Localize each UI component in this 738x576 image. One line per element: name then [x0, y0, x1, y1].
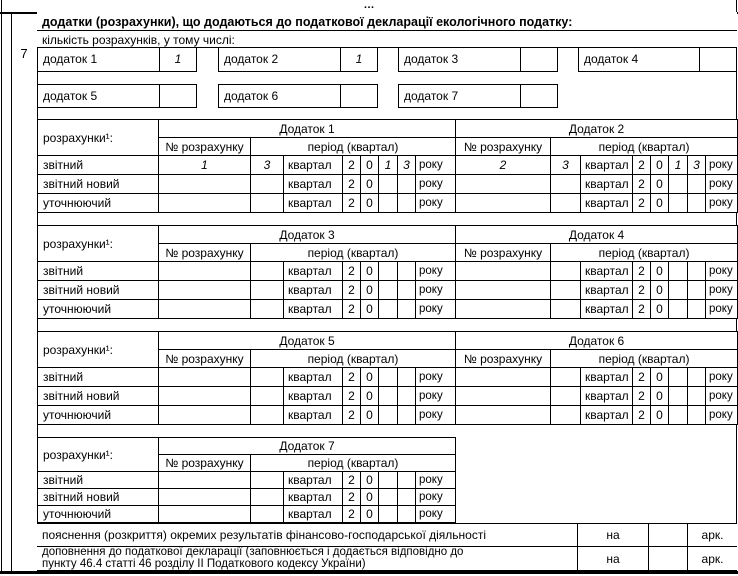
calc-no-cell[interactable]: 1 [159, 156, 251, 175]
quarter-no-cell[interactable]: 3 [251, 156, 284, 175]
year-digit-cell[interactable] [398, 387, 416, 406]
quarter-word: квартал [284, 489, 343, 506]
calc-no-cell[interactable] [159, 300, 251, 319]
calc-no-cell[interactable] [456, 387, 551, 406]
year-word: року [706, 194, 738, 213]
quarter-word: квартал [581, 175, 633, 194]
calc-no-header: № розрахунку [456, 350, 551, 368]
year-digit-cell: 0 [651, 281, 669, 300]
appendix-count-box-3 [398, 48, 558, 72]
year-digit-cell: 0 [361, 156, 379, 175]
year-digit-cell[interactable] [669, 368, 688, 387]
year-digit-cell: 2 [343, 281, 361, 300]
border-line [1, 0, 2, 574]
appendix-count-value[interactable] [159, 85, 196, 107]
appendix-count-box-7 [398, 84, 558, 108]
year-word: року [706, 156, 738, 175]
sheets-label: арк. [687, 547, 737, 570]
sheets-count-cell[interactable] [648, 524, 687, 546]
year-word: року [706, 262, 738, 281]
calc-no-cell[interactable] [159, 472, 251, 489]
quarter-no-cell[interactable]: 3 [551, 156, 581, 175]
year-digit-cell: 2 [343, 156, 361, 175]
calc-table-appendix-3-4 [37, 225, 738, 319]
year-digit-cell: 0 [651, 406, 669, 425]
quarter-word: квартал [581, 281, 633, 300]
quarter-no-cell[interactable] [251, 262, 284, 281]
quarter-word: квартал [284, 194, 343, 213]
year-digit-cell[interactable]: 1 [669, 156, 688, 175]
calc-no-cell[interactable] [456, 406, 551, 425]
year-digit-cell[interactable] [379, 489, 398, 506]
year-digit-cell[interactable] [688, 194, 706, 213]
quarter-word: квартал [284, 406, 343, 425]
year-digit-cell[interactable] [398, 194, 416, 213]
calc-no-cell[interactable] [159, 489, 251, 506]
quarter-no-cell[interactable] [251, 281, 284, 300]
appendix-title: Додаток 7 [159, 438, 456, 455]
year-digit-cell: 2 [343, 387, 361, 406]
calc-no-cell[interactable] [456, 194, 551, 213]
row-label-header: розрахунки¹: [38, 226, 159, 262]
row-label: звітний [38, 472, 159, 489]
calc-no-cell[interactable] [159, 406, 251, 425]
appendix-count-label: додаток 4 [584, 52, 639, 66]
year-digit-cell: 2 [633, 175, 651, 194]
quarter-no-cell[interactable] [551, 368, 581, 387]
year-digit-cell[interactable] [688, 406, 706, 425]
appendix-count-label: додаток 3 [404, 52, 459, 66]
quarter-no-cell[interactable] [551, 262, 581, 281]
year-word: року [416, 156, 456, 175]
year-digit-cell: 0 [361, 368, 379, 387]
year-digit-cell[interactable] [398, 175, 416, 194]
year-digit-cell: 2 [343, 506, 361, 523]
year-digit-cell: 0 [361, 175, 379, 194]
year-digit-cell: 0 [361, 281, 379, 300]
section-title: додатки (розрахунки), що додаються до податкової декларації екологічного податку: [37, 12, 737, 31]
appendix-count-value[interactable]: 1 [159, 48, 196, 71]
period-header: період (квартал) [251, 138, 456, 156]
calc-no-cell[interactable] [456, 368, 551, 387]
quarter-word: квартал [581, 262, 633, 281]
year-word: року [706, 300, 738, 319]
year-digit-cell[interactable] [398, 489, 416, 506]
year-digit-cell: 2 [633, 194, 651, 213]
quarter-word: квартал [284, 387, 343, 406]
row-label: звітний [38, 156, 159, 175]
year-digit-cell[interactable] [398, 472, 416, 489]
year-digit-cell: 2 [633, 368, 651, 387]
year-digit-cell: 0 [651, 156, 669, 175]
period-header: період (квартал) [551, 138, 738, 156]
year-digit-cell[interactable] [379, 194, 398, 213]
year-word: року [706, 406, 738, 425]
year-word: року [416, 406, 456, 425]
year-digit-cell[interactable] [688, 175, 706, 194]
year-word: року [416, 506, 456, 523]
calc-table-appendix-5-6 [37, 331, 738, 425]
appendix-count-label: додаток 7 [404, 89, 459, 103]
appendix-title: Додаток 1 [159, 120, 456, 138]
quarter-word: квартал [581, 156, 633, 175]
year-digit-cell[interactable] [669, 194, 688, 213]
row-label-header: розрахунки¹: [38, 332, 159, 368]
year-digit-cell: 0 [651, 387, 669, 406]
quarter-no-cell[interactable] [251, 406, 284, 425]
footer-row-text: пояснення (розкриття) окремих результатів фінансово-господарської діяльності [42, 528, 487, 542]
quarter-word: квартал [284, 262, 343, 281]
year-digit-cell[interactable] [379, 300, 398, 319]
quarter-no-cell[interactable] [551, 406, 581, 425]
quarter-no-cell[interactable] [251, 175, 284, 194]
year-digit-cell[interactable] [379, 281, 398, 300]
footer-row-explanations [37, 523, 737, 547]
year-digit-cell: 0 [361, 472, 379, 489]
period-header: період (квартал) [551, 350, 738, 368]
quarter-no-cell[interactable] [251, 472, 284, 489]
year-digit-cell: 2 [633, 387, 651, 406]
year-digit-cell: 2 [633, 300, 651, 319]
row-label-header: розрахунки¹: [38, 438, 159, 472]
year-digit-cell: 0 [361, 300, 379, 319]
sheets-label: арк. [687, 524, 737, 546]
quarter-no-cell[interactable] [251, 194, 284, 213]
calc-no-cell[interactable] [159, 194, 251, 213]
appendix-count-value[interactable] [699, 48, 736, 71]
appendix-title: Додаток 5 [159, 332, 456, 350]
appendix-title: Додаток 2 [456, 120, 738, 138]
year-digit-cell: 0 [361, 387, 379, 406]
appendix-title: Додаток 4 [456, 226, 738, 244]
year-word: року [416, 175, 456, 194]
calc-no-cell[interactable] [159, 175, 251, 194]
quarter-word: квартал [581, 387, 633, 406]
sheets-count-cell[interactable] [648, 547, 687, 570]
year-word: року [416, 300, 456, 319]
appendix-count-value[interactable]: 1 [340, 48, 377, 71]
table-continuation-ellipsis: … [363, 0, 375, 11]
year-digit-cell: 2 [343, 472, 361, 489]
appendix-count-label: додаток 6 [224, 89, 279, 103]
calc-no-header: № розрахунку [159, 455, 251, 472]
quarter-word: квартал [284, 175, 343, 194]
calc-no-header: № розрахунку [159, 138, 251, 156]
year-digit-cell: 2 [343, 262, 361, 281]
calc-no-cell[interactable] [159, 506, 251, 523]
year-digit-cell: 2 [633, 262, 651, 281]
year-digit-cell[interactable] [398, 300, 416, 319]
year-digit-cell[interactable] [398, 406, 416, 425]
border-line [0, 571, 738, 574]
year-word: року [416, 489, 456, 506]
row-label: уточнюючий [38, 194, 159, 213]
year-digit-cell: 0 [361, 406, 379, 425]
year-word: року [706, 387, 738, 406]
quarter-word: квартал [284, 281, 343, 300]
year-word: року [416, 368, 456, 387]
year-digit-cell[interactable] [379, 368, 398, 387]
year-digit-cell[interactable] [379, 262, 398, 281]
calc-no-cell[interactable] [159, 387, 251, 406]
calc-table-appendix-1-2 [37, 119, 738, 213]
year-digit-cell[interactable]: 1 [379, 156, 398, 175]
year-word: року [416, 262, 456, 281]
year-digit-cell: 2 [633, 281, 651, 300]
year-digit-cell: 2 [343, 175, 361, 194]
quarter-word: квартал [284, 506, 343, 523]
year-digit-cell[interactable] [688, 387, 706, 406]
year-digit-cell: 0 [651, 194, 669, 213]
year-digit-cell[interactable] [688, 262, 706, 281]
quarter-word: квартал [284, 472, 343, 489]
year-digit-cell[interactable] [688, 281, 706, 300]
on-label: на [577, 524, 648, 546]
calc-no-cell[interactable] [159, 281, 251, 300]
year-digit-cell[interactable] [669, 262, 688, 281]
appendix-title: Додаток 3 [159, 226, 456, 244]
year-word: року [706, 281, 738, 300]
calc-no-cell[interactable] [456, 300, 551, 319]
year-word: року [416, 194, 456, 213]
quarter-word: квартал [581, 300, 633, 319]
appendix-count-box-6 [218, 84, 378, 108]
footer-row-text: доповнення до податкової декларації (заповнюється і додається відповідно до пункту 46.4 статті 46 розділу ІІ Податкового кодексу України) [42, 546, 464, 570]
period-header: період (квартал) [251, 244, 456, 262]
year-digit-cell[interactable] [688, 368, 706, 387]
row-label: звітний новий [38, 387, 159, 406]
quarter-no-cell[interactable] [551, 300, 581, 319]
appendix-count-label: додаток 2 [224, 52, 279, 66]
year-digit-cell[interactable] [398, 262, 416, 281]
calc-no-header: № розрахунку [456, 138, 551, 156]
year-digit-cell: 2 [343, 368, 361, 387]
year-digit-cell: 0 [651, 300, 669, 319]
border-line [11, 12, 12, 574]
year-digit-cell[interactable] [669, 300, 688, 319]
period-header: період (квартал) [251, 455, 456, 472]
appendix-count-box-4 [578, 48, 737, 72]
year-digit-cell[interactable] [688, 300, 706, 319]
quarter-no-cell[interactable] [251, 300, 284, 319]
year-digit-cell: 2 [343, 406, 361, 425]
appendix-count-label: додаток 1 [43, 52, 98, 66]
quarter-no-cell[interactable] [251, 368, 284, 387]
year-digit-cell[interactable] [398, 506, 416, 523]
appendix-title: Додаток 6 [456, 332, 738, 350]
appendix-count-box-1 [37, 48, 197, 72]
quarter-word: квартал [284, 156, 343, 175]
row-label: звітний [38, 368, 159, 387]
year-word: року [706, 368, 738, 387]
year-digit-cell[interactable] [669, 387, 688, 406]
period-header: період (квартал) [251, 350, 456, 368]
appendix-count-value[interactable] [340, 85, 377, 107]
year-digit-cell[interactable] [398, 281, 416, 300]
calc-no-cell[interactable] [159, 368, 251, 387]
year-word: року [706, 175, 738, 194]
row-label: уточнюючий [38, 506, 159, 523]
row-label: звітний новий [38, 175, 159, 194]
quarter-no-cell[interactable] [251, 387, 284, 406]
year-digit-cell: 0 [361, 489, 379, 506]
calc-table-appendix-7 [37, 437, 456, 523]
row-label: звітний новий [38, 281, 159, 300]
calc-no-header: № розрахунку [456, 244, 551, 262]
row-label: уточнюючий [38, 406, 159, 425]
calc-no-cell[interactable]: 2 [456, 156, 551, 175]
year-digit-cell: 0 [651, 262, 669, 281]
year-digit-cell: 0 [361, 506, 379, 523]
year-word: року [416, 281, 456, 300]
quarter-word: квартал [284, 368, 343, 387]
year-digit-cell[interactable] [669, 406, 688, 425]
year-digit-cell[interactable]: 3 [688, 156, 706, 175]
quarter-no-cell[interactable] [551, 175, 581, 194]
year-digit-cell[interactable] [669, 281, 688, 300]
year-word: року [416, 387, 456, 406]
calc-no-cell[interactable] [456, 175, 551, 194]
calc-no-header: № розрахунку [159, 244, 251, 262]
calc-no-cell[interactable] [456, 281, 551, 300]
year-word: року [416, 472, 456, 489]
calc-no-cell[interactable] [456, 262, 551, 281]
row-label: звітний [38, 262, 159, 281]
year-digit-cell: 2 [343, 194, 361, 213]
quarter-no-cell[interactable] [551, 281, 581, 300]
quarter-word: квартал [284, 300, 343, 319]
year-digit-cell[interactable]: 3 [398, 156, 416, 175]
quarter-word: квартал [581, 406, 633, 425]
year-digit-cell: 0 [361, 194, 379, 213]
year-digit-cell: 2 [633, 406, 651, 425]
appendix-count-box-2 [218, 48, 378, 72]
period-header: період (квартал) [551, 244, 738, 262]
footer-row-supplement [37, 547, 737, 571]
year-digit-cell[interactable] [379, 472, 398, 489]
year-digit-cell: 2 [633, 156, 651, 175]
year-digit-cell[interactable] [669, 175, 688, 194]
quarter-word: квартал [581, 194, 633, 213]
row-label: звітний новий [38, 489, 159, 506]
year-digit-cell[interactable] [379, 175, 398, 194]
appendix-count-value[interactable] [520, 48, 557, 71]
section-subtitle: кількість розрахунків, у тому числі: [37, 31, 737, 48]
year-digit-cell: 0 [361, 262, 379, 281]
form-row-number: 7 [20, 46, 28, 61]
quarter-no-cell[interactable] [251, 506, 284, 523]
year-digit-cell[interactable] [379, 387, 398, 406]
row-label-header: розрахунки¹: [38, 120, 159, 156]
calc-no-cell[interactable] [159, 262, 251, 281]
year-digit-cell: 0 [651, 368, 669, 387]
year-digit-cell: 2 [343, 300, 361, 319]
quarter-word: квартал [581, 368, 633, 387]
appendix-count-label: додаток 5 [43, 89, 98, 103]
row-label: уточнюючий [38, 300, 159, 319]
quarter-no-cell[interactable] [251, 489, 284, 506]
year-digit-cell: 0 [651, 175, 669, 194]
on-label: на [577, 547, 648, 570]
appendix-count-value[interactable] [520, 85, 557, 107]
year-digit-cell[interactable] [379, 506, 398, 523]
calc-no-header: № розрахунку [159, 350, 251, 368]
year-digit-cell: 2 [343, 489, 361, 506]
year-digit-cell[interactable] [379, 406, 398, 425]
appendix-count-box-5 [37, 84, 197, 108]
year-digit-cell[interactable] [398, 368, 416, 387]
quarter-no-cell[interactable] [551, 387, 581, 406]
quarter-no-cell[interactable] [551, 194, 581, 213]
